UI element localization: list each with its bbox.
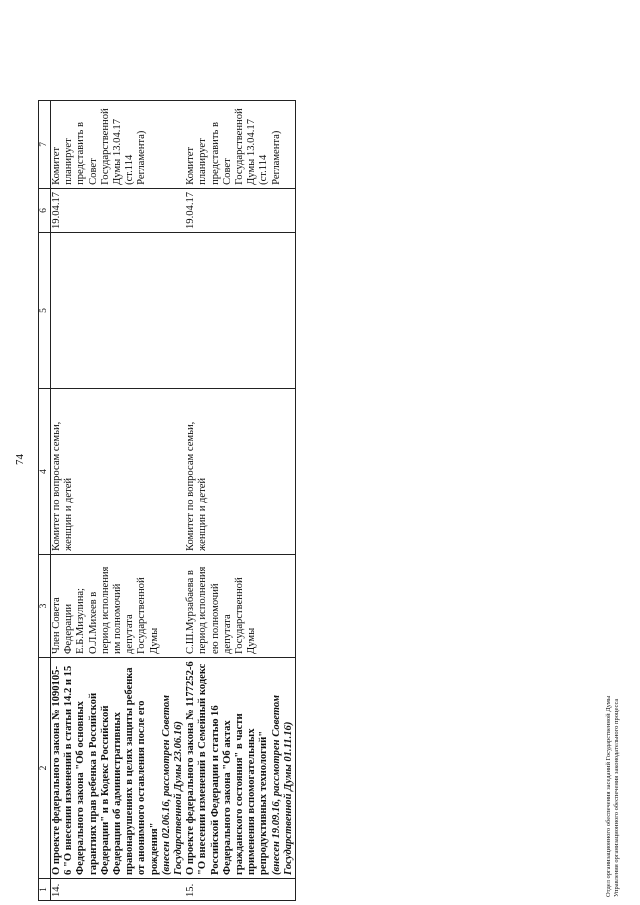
author-cell: Член Совета Федерации Е.Б.Мизулина; О.Л.Михеев в период исполнения им полномочий депутата Государственной Думы bbox=[51, 555, 186, 658]
committee-cell: Комитет по вопросам семьи, женщин и детей bbox=[51, 389, 186, 555]
column-header-4: 4 bbox=[39, 389, 51, 555]
date-cell: 19.04.17 bbox=[185, 188, 295, 232]
bill-note: (внесен 19.09.16, рассмотрен Советом Государственной Думы 01.11.16) bbox=[270, 694, 294, 875]
column-header-2: 2 bbox=[39, 658, 51, 879]
status-cell: Комитет планирует представить в Совет Государственной Думы 13.04.17 (ст.114 Регламента) bbox=[185, 100, 295, 188]
author-cell: С.Ш.Мурзабаева в период исполнения ею полномочий депутата Государственной Думы bbox=[185, 555, 295, 658]
status-cell: Комитет планирует представить в Совет Государственной Думы 13.04.17 (ст.114 Регламента) bbox=[51, 100, 186, 188]
table-row bbox=[51, 100, 186, 900]
column-header-3: 3 bbox=[39, 555, 51, 658]
col5-cell bbox=[51, 233, 186, 389]
footer-line-1: Отдел организационного обеспечения заседаний Государственной Думы bbox=[605, 695, 612, 897]
column-header-7: 7 bbox=[39, 100, 51, 188]
column-header-1: 1 bbox=[39, 879, 51, 901]
bill-title: О проекте федерального закона № 1177252-6 "О внесении изменений в Семейный кодекс Российской Федерации и статью 16 Федерального закона "Об актах гражданского состояния" в части применения вспомогательных репродуктивных технологий" bbox=[185, 661, 270, 875]
column-header-5: 5 bbox=[39, 233, 51, 389]
row-number: 15. bbox=[185, 879, 295, 901]
col5-cell bbox=[185, 233, 295, 389]
page-number: 74 bbox=[14, 454, 26, 465]
date-cell: 19.04.17 bbox=[51, 188, 186, 232]
bill-note: (внесен 02.06.16, рассмотрен Советом Государственной Думы 23.06.16) bbox=[160, 694, 185, 875]
committee-cell: Комитет по вопросам семьи, женщин и детей bbox=[185, 389, 295, 555]
column-header-6: 6 bbox=[39, 188, 51, 232]
footer-line-2: Управления организационного обеспечения законодательного процесса bbox=[613, 698, 620, 897]
bill-cell bbox=[51, 658, 186, 879]
bill-title: О проекте федерального закона № 1090105-6 "О внесении изменений в статьи 14.2 и 15 Федерального закона "Об основных гарантиях прав ребенка в Российской Федерации" и в Кодекс Российской Федерации об административных правонарушениях в целях защиты ребенка от анонимного оставления после его рождения" bbox=[51, 665, 160, 875]
table-row bbox=[185, 100, 295, 900]
bill-cell bbox=[185, 658, 295, 879]
header-row bbox=[39, 100, 51, 900]
row-number: 14. bbox=[51, 879, 186, 901]
bills-table bbox=[38, 100, 296, 901]
footer bbox=[605, 696, 621, 897]
